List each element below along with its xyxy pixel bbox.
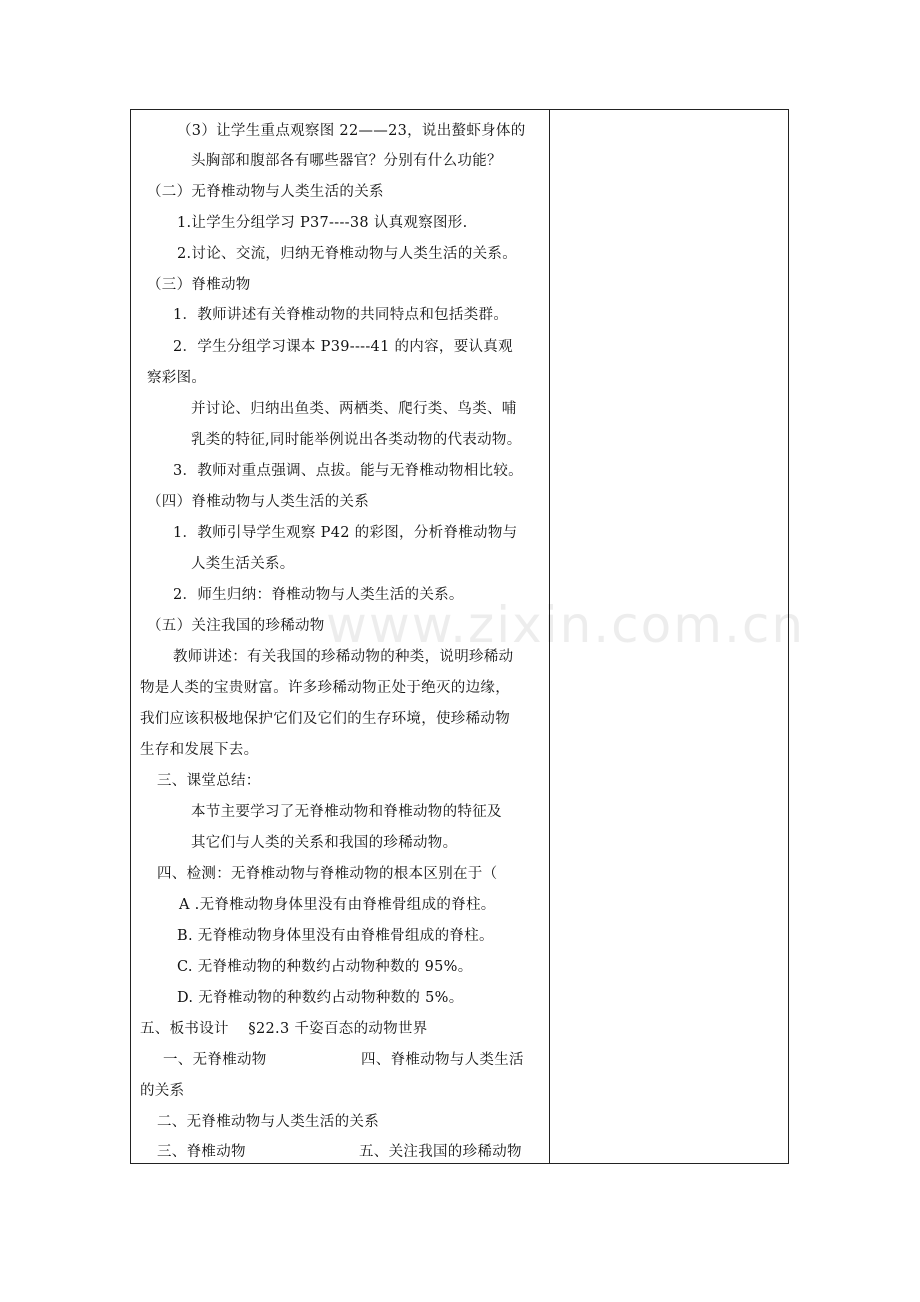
text-line: 其它们与人类的关系和我国的珍稀动物。 <box>191 835 458 851</box>
text-line: 1．教师讲述有关脊椎动物的共同特点和包括类群。 <box>173 307 509 323</box>
text-line: 2．师生归纳：脊椎动物与人类生活的关系。 <box>173 587 464 603</box>
text-line: 1．教师引导学生观察 P42 的彩图，分析脊椎动物与 <box>173 525 518 541</box>
text-line: 乳类的特征,同时能举例说出各类动物的代表动物。 <box>191 432 522 448</box>
text-line: 物是人类的宝贵财富。许多珍稀动物正处于绝灭的边缘， <box>140 680 510 696</box>
section-heading: （五）关注我国的珍稀动物 <box>147 618 325 634</box>
watermark: www.zixin.com.cn <box>326 596 806 654</box>
text-line: A .无脊椎动物身体里没有由脊椎骨组成的脊柱。 <box>179 897 496 913</box>
text-line: 生存和发展下去。 <box>140 742 259 758</box>
text-line: （3）让学生重点观察图 22——23，说出螯虾身体的 <box>177 123 526 139</box>
text-line: 人类生活关系。 <box>191 556 295 572</box>
section-heading: 三、课堂总结： <box>157 773 261 789</box>
text-line: 2.讨论、交流，归纳无脊椎动物与人类生活的关系。 <box>177 246 518 262</box>
section-heading: （二）无脊椎动物与人类生活的关系 <box>147 184 384 200</box>
text-line: 本节主要学习了无脊椎动物和脊椎动物的特征及 <box>191 804 502 820</box>
text-line: 我们应该积极地保护它们及它们的生存环境，使珍稀动物 <box>140 711 510 727</box>
text-line: 二、无脊椎动物与人类生活的关系 <box>157 1114 379 1130</box>
text-line: 2．学生分组学习课本 P39----41 的内容，要认真观 <box>173 339 513 355</box>
text-line: 三、脊椎动物 <box>157 1144 246 1160</box>
text-line: 一、无脊椎动物 <box>163 1052 267 1068</box>
text-line: 的关系 <box>140 1083 185 1099</box>
text-line: 五、关注我国的珍稀动物 <box>359 1144 522 1160</box>
text-line: 头胸部和腹部各有哪些器官？分别有什么功能？ <box>191 153 502 169</box>
text-line: 1.让学生分组学习 P37----38 认真观察图形. <box>177 215 468 231</box>
text-line: 3．教师对重点强调、点拔。能与无脊椎动物相比较。 <box>173 463 523 479</box>
section-heading: 五、板书设计 §22.3 千姿百态的动物世界 <box>140 1021 428 1037</box>
section-heading: 四、检测：无脊椎动物与脊椎动物的根本区别在于（ <box>157 866 498 882</box>
text-line: 察彩图。 <box>147 370 207 386</box>
text-line: 教师讲述：有关我国的珍稀动物的种类，说明珍稀动 <box>173 649 514 665</box>
text-line: D. 无脊椎动物的种数约占动物种数的 5%。 <box>177 990 464 1006</box>
text-line: 四、脊椎动物与人类生活 <box>361 1052 524 1068</box>
text-line: 并讨论、归纳出鱼类、两栖类、爬行类、鸟类、哺 <box>191 401 517 417</box>
text-line: B. 无脊椎动物身体里没有由脊椎骨组成的脊柱。 <box>177 928 494 944</box>
section-heading: （三）脊椎动物 <box>147 277 251 293</box>
section-heading: （四）脊椎动物与人类生活的关系 <box>147 494 369 510</box>
text-line: C. 无脊椎动物的种数约占动物种数的 95%。 <box>177 959 473 975</box>
